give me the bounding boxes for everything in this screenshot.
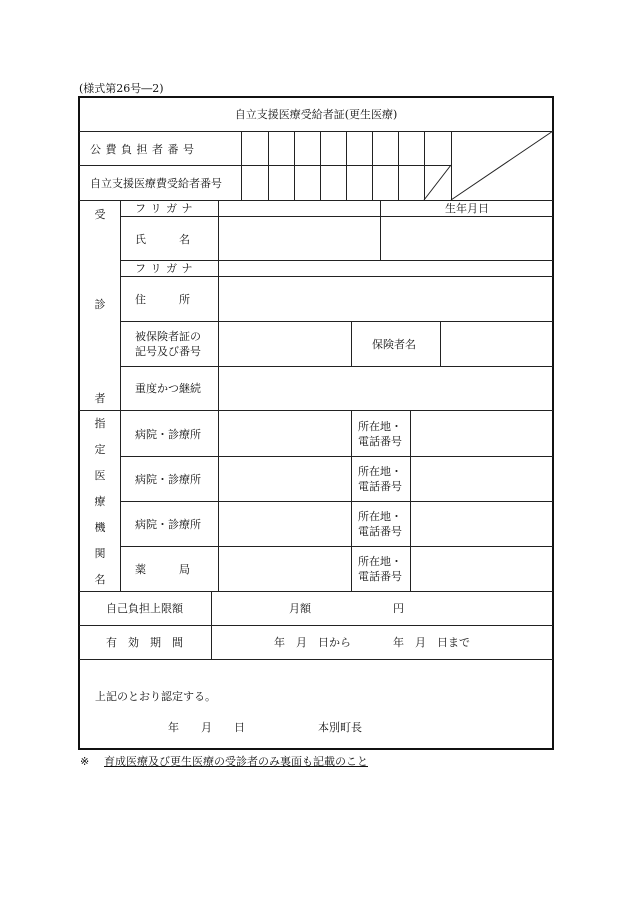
institution-label: 病院・診療所 — [135, 473, 201, 486]
institution-group-char: 機 — [94, 521, 106, 534]
certification-date: 年 月 日 — [168, 721, 245, 734]
phone-label: 電話番号 — [358, 435, 402, 448]
institution-group-char: 指 — [94, 417, 106, 430]
insurance-card-label: 被保険者証の — [135, 330, 201, 343]
phone-label: 電話番号 — [358, 525, 402, 538]
institution-group-char: 名 — [94, 573, 106, 586]
institution-group-char: 関 — [94, 547, 106, 560]
footnote-mark: ※ — [80, 755, 90, 768]
issuer-name: 本別町長 — [318, 721, 362, 734]
location-label: 所在地・ — [358, 555, 402, 568]
validity-to: 年 月 日まで — [393, 636, 470, 649]
location-label: 所在地・ — [358, 420, 402, 433]
form-number: (様式第26号―2) — [79, 82, 164, 95]
patient-group-char: 者 — [94, 392, 106, 405]
institution-group-char: 医 — [94, 469, 106, 482]
patient-group-char: 受 — [94, 208, 106, 221]
severe-continuous-label: 重度かつ継続 — [135, 382, 201, 395]
institution-label: 病院・診療所 — [135, 518, 201, 531]
location-label: 所在地・ — [358, 510, 402, 523]
certificate-title: 自立支援医療受給者証(更生医療) — [234, 108, 398, 121]
institution-group-char: 定 — [94, 443, 106, 456]
furigana-label: フ リ ガ ナ — [135, 262, 193, 275]
validity-label: 有 効 期 間 — [106, 636, 183, 649]
phone-label: 電話番号 — [358, 480, 402, 493]
institution-label: 病院・診療所 — [135, 428, 201, 441]
recipient-number-label: 自立支援医療費受給者番号 — [90, 177, 222, 190]
certification-statement: 上記のとおり認定する。 — [95, 690, 216, 703]
insurance-card-label: 記号及び番号 — [135, 345, 201, 358]
monthly-label: 月額 — [289, 602, 311, 615]
limit-label: 自己負担上限額 — [106, 602, 183, 615]
location-label: 所在地・ — [358, 465, 402, 478]
yen-label: 円 — [393, 602, 404, 615]
furigana-label: フ リ ガ ナ — [135, 202, 193, 215]
payer-number-label: 公 費 負 担 者 番 号 — [90, 143, 195, 156]
address-label: 住 所 — [135, 293, 190, 306]
footnote-text: 育成医療及び更生医療の受診者のみ裏面も記載のこと — [104, 755, 368, 768]
birthdate-label: 生年月日 — [445, 202, 489, 215]
institution-group-char: 療 — [94, 495, 106, 508]
phone-label: 電話番号 — [358, 570, 402, 583]
pharmacy-label: 薬 局 — [135, 563, 190, 576]
insurer-name-label: 保険者名 — [372, 338, 416, 351]
name-label: 氏 名 — [135, 233, 190, 246]
patient-group-char: 診 — [94, 298, 106, 311]
validity-from: 年 月 日から — [274, 636, 351, 649]
